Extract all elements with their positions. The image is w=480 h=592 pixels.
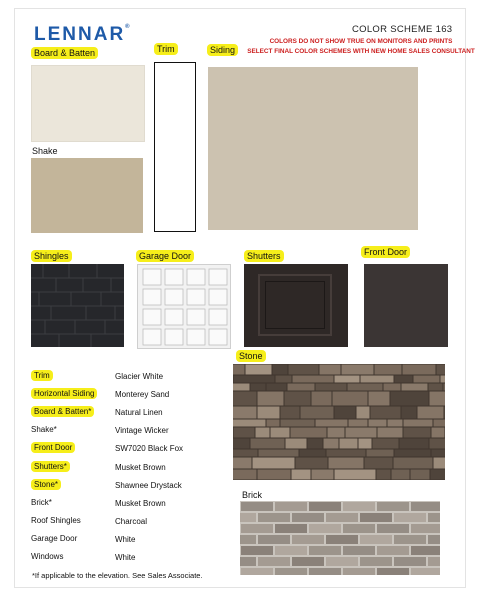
- stone-block: [399, 438, 429, 449]
- brick-unit: [342, 501, 376, 512]
- stone-block: [390, 391, 429, 406]
- stone-block: [280, 406, 300, 419]
- stone-block: [402, 364, 436, 375]
- brick-unit: [274, 523, 308, 534]
- stone-block: [366, 449, 394, 457]
- brick-unit: [376, 501, 410, 512]
- stone-block: [443, 383, 445, 391]
- brick-unit: [308, 501, 342, 512]
- stone-block: [290, 427, 327, 438]
- brick-unit: [257, 512, 291, 523]
- stone-block: [360, 375, 394, 383]
- stone-block: [429, 438, 445, 449]
- stone-block: [356, 406, 370, 419]
- spec-key: Brick*: [31, 497, 52, 507]
- spec-value: Musket Brown: [115, 498, 166, 508]
- stone-block: [233, 406, 257, 419]
- garage-panel: [165, 329, 183, 345]
- siding-swatch: [208, 67, 418, 230]
- stone-block: [334, 375, 360, 383]
- shingle-pattern: [31, 264, 124, 347]
- shutter-panel: [258, 274, 332, 336]
- brick-unit: [240, 556, 257, 567]
- front-door-label: Front Door: [361, 247, 410, 257]
- garage-panel: [143, 329, 161, 345]
- stone-block: [300, 406, 334, 419]
- brick-unit: [325, 556, 359, 567]
- spec-key: Roof Shingles: [31, 515, 81, 525]
- stone-block: [275, 375, 292, 383]
- brick-unit: [291, 512, 325, 523]
- stone-block: [233, 419, 266, 427]
- spec-value: White: [115, 534, 136, 544]
- stone-block: [288, 364, 319, 375]
- stone-block: [339, 438, 358, 449]
- stone-block: [393, 457, 433, 469]
- brick-unit: [274, 545, 308, 556]
- brick-unit: [427, 556, 440, 567]
- brick-unit: [342, 523, 376, 534]
- stone-swatch: [233, 364, 445, 480]
- stone-block: [272, 364, 288, 375]
- front-door-swatch: [364, 264, 448, 347]
- brick-unit: [240, 501, 274, 512]
- garage-panel: [187, 309, 205, 325]
- brick-unit: [274, 501, 308, 512]
- siding-label: Siding: [207, 45, 238, 55]
- spec-value: Glacier White: [115, 372, 164, 381]
- stone-block: [257, 469, 291, 480]
- stone-block: [280, 419, 315, 427]
- stone-block: [233, 427, 255, 438]
- stone-block: [410, 469, 430, 480]
- stone-block: [401, 406, 417, 419]
- brick-label: Brick: [242, 490, 262, 500]
- brick-unit: [240, 512, 257, 523]
- spec-key: Trim: [31, 371, 53, 380]
- spec-key: Shutters*: [31, 462, 70, 471]
- stone-block: [266, 419, 280, 427]
- brick-unit: [359, 556, 393, 567]
- stone-block: [377, 427, 403, 438]
- stone-block: [403, 427, 431, 438]
- garage-panel: [209, 269, 227, 285]
- spec-value: Monterey Sand: [115, 390, 170, 400]
- shingles-label: Shingles: [31, 251, 72, 261]
- stone-block: [417, 406, 444, 419]
- spec-value: Charcoal: [115, 516, 148, 526]
- garage-door-swatch: [137, 264, 231, 349]
- brick-unit: [342, 567, 376, 575]
- stone-block: [387, 419, 403, 427]
- stone-block: [440, 375, 445, 383]
- trim-label: Trim: [154, 44, 178, 54]
- shake-label: Shake: [32, 146, 58, 156]
- spec-value: SW7020 Black Fox: [115, 444, 184, 454]
- brick-unit: [410, 501, 440, 512]
- spec-value: Musket Brown: [115, 462, 166, 472]
- stone-block: [287, 383, 315, 391]
- stone-label: Stone: [236, 351, 266, 361]
- stone-block: [391, 469, 410, 480]
- garage-panel: [187, 269, 205, 285]
- stone-block: [233, 457, 252, 469]
- garage-door-label: Garage Door: [136, 251, 194, 261]
- stone-block: [257, 391, 284, 406]
- stone-block: [299, 449, 326, 457]
- brick-unit: [393, 534, 427, 545]
- garage-panel: [209, 329, 227, 345]
- garage-panel: [209, 309, 227, 325]
- shutters-label: Shutters: [244, 251, 284, 261]
- stone-block: [347, 383, 383, 391]
- brick-unit: [376, 545, 410, 556]
- stone-block: [328, 457, 364, 469]
- stone-block: [250, 438, 285, 449]
- warning-line-1: COLORS DO NOT SHOW TRUE ON MONITORS AND PRINTS: [269, 38, 453, 45]
- stone-block: [284, 391, 311, 406]
- brick-unit: [325, 534, 359, 545]
- warning-line-2: SELECT FINAL COLOR SCHEMES WITH NEW HOME SALES CONSULTANT: [247, 48, 475, 55]
- stone-block: [428, 383, 443, 391]
- stone-block: [327, 427, 345, 438]
- stone-block: [394, 375, 413, 383]
- spec-key: Garage Door: [31, 533, 78, 543]
- brick-unit: [240, 545, 274, 556]
- stone-block: [233, 375, 275, 383]
- brick-unit: [376, 523, 410, 534]
- stone-block: [372, 438, 399, 449]
- board-batten-label: Board & Batten: [31, 48, 98, 58]
- spec-value: White: [115, 553, 136, 562]
- brick-unit: [308, 523, 342, 534]
- stone-block: [341, 364, 374, 375]
- stone-block: [431, 427, 445, 438]
- brick-unit: [427, 534, 440, 545]
- brick-unit: [308, 545, 342, 556]
- spec-value: Vintage Wicker: [115, 426, 169, 436]
- stone-block: [270, 427, 290, 438]
- stone-block: [374, 364, 402, 375]
- stone-block: [315, 383, 347, 391]
- stone-block: [295, 457, 328, 469]
- stone-block: [285, 438, 307, 449]
- stone-block: [334, 469, 376, 480]
- brick-swatch: [240, 501, 440, 575]
- spec-key: Board & Batten*: [31, 407, 94, 416]
- brick-unit: [325, 512, 359, 523]
- stone-block: [334, 406, 356, 419]
- stone-block: [233, 391, 257, 406]
- stone-block: [413, 375, 440, 383]
- stone-block: [436, 364, 445, 375]
- garage-panel: [209, 289, 227, 305]
- stone-block: [250, 383, 266, 391]
- stone-block: [394, 449, 431, 457]
- spec-key: Front Door: [31, 443, 75, 452]
- stone-block: [383, 383, 401, 391]
- scheme-title: COLOR SCHEME 163: [352, 24, 453, 35]
- stone-block: [370, 406, 401, 419]
- brick-unit: [359, 512, 393, 523]
- shake-swatch: [31, 158, 143, 233]
- lennar-logo: LENNAR®: [34, 24, 130, 45]
- stone-block: [315, 419, 348, 427]
- brick-unit: [393, 556, 427, 567]
- stone-block: [364, 457, 393, 469]
- stone-block: [403, 419, 433, 427]
- stone-block: [368, 419, 387, 427]
- stone-block: [332, 391, 368, 406]
- stone-block: [245, 364, 272, 375]
- stone-block: [307, 438, 323, 449]
- spec-value: Natural Linen: [115, 408, 163, 418]
- garage-panel: [143, 289, 161, 305]
- stone-block: [368, 391, 390, 406]
- garage-panel: [165, 309, 183, 325]
- brick-unit: [376, 567, 410, 575]
- stone-block: [431, 449, 445, 457]
- brick-unit: [240, 534, 257, 545]
- shutters-swatch: [244, 264, 348, 347]
- spec-key: Horizontal Siding: [31, 389, 97, 398]
- stone-block: [319, 364, 341, 375]
- spec-value: Shawnee Drystack: [115, 480, 182, 490]
- stone-block: [233, 383, 250, 391]
- stone-block: [376, 469, 391, 480]
- stone-block: [348, 419, 368, 427]
- spec-key: Shake*: [31, 425, 57, 435]
- stone-block: [252, 457, 295, 469]
- stone-block: [292, 375, 334, 383]
- brick-unit: [257, 556, 291, 567]
- brick-unit: [240, 523, 274, 534]
- spec-key: Stone*: [31, 480, 61, 489]
- stone-block: [311, 391, 332, 406]
- brick-unit: [308, 567, 342, 575]
- shingles-swatch: [31, 264, 124, 347]
- stone-block: [429, 391, 445, 406]
- stone-block: [258, 449, 299, 457]
- stone-block: [233, 364, 245, 375]
- stone-block: [255, 427, 270, 438]
- garage-panel: [187, 289, 205, 305]
- stone-block: [233, 449, 258, 457]
- garage-panel: [165, 289, 183, 305]
- stone-block: [430, 469, 445, 480]
- brick-unit: [410, 567, 440, 575]
- stone-block: [444, 406, 445, 419]
- stone-block: [311, 469, 334, 480]
- stone-block: [433, 457, 445, 469]
- stone-block: [323, 438, 339, 449]
- brick-unit: [410, 523, 440, 534]
- brick-unit: [342, 545, 376, 556]
- brick-unit: [257, 534, 291, 545]
- stone-block: [358, 438, 372, 449]
- brick-unit: [427, 512, 440, 523]
- brick-unit: [291, 556, 325, 567]
- stone-block: [291, 469, 311, 480]
- brick-unit: [393, 512, 427, 523]
- garage-panel: [143, 309, 161, 325]
- stone-block: [401, 383, 428, 391]
- brick-texture: [240, 501, 440, 575]
- stone-block: [345, 427, 377, 438]
- stone-block: [233, 438, 250, 449]
- color-warning: [246, 37, 476, 57]
- stone-block: [266, 383, 287, 391]
- footnote: *If applicable to the elevation. See Sales Associate.: [32, 571, 203, 580]
- board-batten-swatch: [31, 65, 145, 142]
- trim-swatch: [154, 62, 196, 232]
- stone-block: [233, 469, 257, 480]
- brick-unit: [291, 534, 325, 545]
- garage-panel: [165, 269, 183, 285]
- garage-door-panels: [138, 265, 230, 348]
- brick-unit: [240, 567, 274, 575]
- stone-block: [257, 406, 280, 419]
- garage-panel: [187, 329, 205, 345]
- stone-block: [433, 419, 445, 427]
- brick-unit: [359, 534, 393, 545]
- stone-texture: [233, 364, 445, 480]
- stone-block: [326, 449, 366, 457]
- garage-panel: [143, 269, 161, 285]
- brick-unit: [274, 567, 308, 575]
- brick-unit: [410, 545, 440, 556]
- spec-key: Windows: [31, 552, 64, 561]
